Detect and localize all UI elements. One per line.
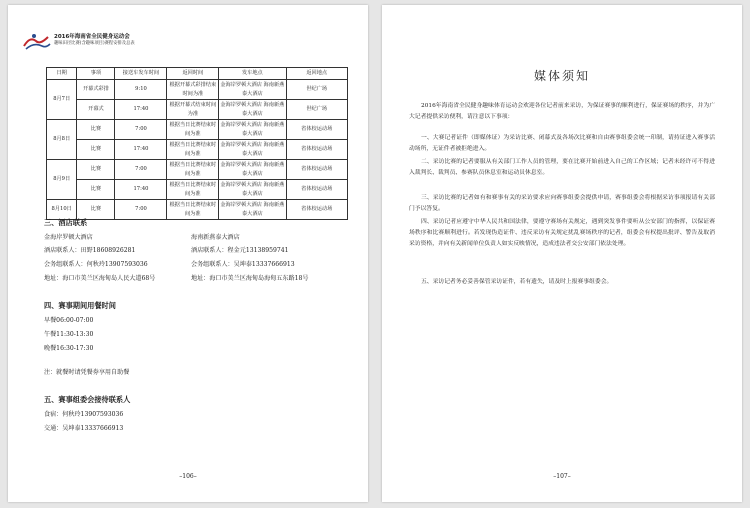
col-header-return: 返回时间: [167, 68, 219, 80]
cell-item: 比赛: [77, 140, 115, 160]
logo-subtitle: 趣味田径比赛(含趣味项目)赛程安排及总表: [54, 41, 135, 46]
col-header-date: 日期: [47, 68, 77, 80]
reception-transport: 交通：吴坤泰13337666913: [44, 425, 124, 432]
hotel-1-contact: 酒店联系人：田野18608926281: [44, 247, 136, 254]
section-title-hotel: 三、酒店联系: [44, 218, 88, 227]
section-title-meals: 四、赛事期间用餐时间: [44, 301, 116, 310]
cell-from: 金海岸罗顿大酒店 海南新燕泰大酒店: [219, 140, 286, 160]
meal-breakfast: 早餐06:00-07:00: [44, 317, 94, 324]
cell-item: 比赛: [77, 120, 115, 140]
cell-to: 省体校运动场: [286, 140, 348, 160]
cell-depart: 17:40: [115, 180, 167, 200]
cell-date: 8月7日: [47, 80, 77, 120]
cell-depart: 17:40: [115, 100, 167, 120]
page-title: 媒体须知: [533, 69, 590, 83]
paragraph-1: 一、大赛记者证件（即媒体证）为采访比赛、闭幕式及各场次比赛和自由赛事组委会统一印制，请持证进入赛事活动场所，无证件者被拒绝进入。: [409, 135, 715, 153]
cell-to: 世纪广场: [286, 100, 348, 120]
cell-date: 8月10日: [47, 200, 77, 220]
cell-to: 省体校运动场: [286, 200, 348, 220]
paragraph-2: 二、采访比赛的记者要服从有关部门工作人员的管理，要在比赛开始前进入自己的工作区域；记者未经许可不得进入裁判长、裁判员、参赛队员休息室和运动员休息室。: [409, 159, 715, 177]
table-row: [47, 80, 348, 100]
cell-return: 根据当日比赛结束时间为准: [167, 140, 219, 160]
table-row: [47, 200, 348, 220]
cell-to: 省体校运动场: [286, 160, 348, 180]
meal-lunch: 午餐11:30-13:30: [44, 331, 94, 338]
section-title-reception: 五、赛事组委会接待联系人: [44, 395, 131, 404]
hotel-1-name: 金海岸罗顿大酒店: [44, 234, 93, 241]
meal-dinner: 晚餐16:30-17:30: [44, 345, 94, 352]
reception-lodging: 食宿：何秋玲13907593036: [44, 411, 124, 418]
hotel-2-contact: 酒店联系人：程金元13138959741: [191, 247, 289, 254]
page-number: –107–: [553, 473, 571, 480]
page-107: [382, 5, 742, 502]
cell-to: 省体校运动场: [286, 120, 348, 140]
col-header-to: 返回地点: [286, 68, 348, 80]
cell-from: 金海岸罗顿大酒店 海南新燕泰大酒店: [219, 180, 286, 200]
hotel-2-address: 地址：海口市美兰区海甸岛海甸五东路18号: [191, 275, 309, 282]
cell-depart: 9:10: [115, 80, 167, 100]
table-row: [47, 140, 348, 160]
cell-depart: 7:00: [115, 160, 167, 180]
cell-date: 8月8日: [47, 120, 77, 160]
cell-item: 比赛: [77, 180, 115, 200]
table-row: [47, 160, 348, 180]
col-header-from: 发车地点: [219, 68, 286, 80]
cell-depart: 17:40: [115, 140, 167, 160]
cell-from: 金海岸罗顿大酒店 海南新燕泰大酒店: [219, 100, 286, 120]
page-106: [8, 5, 368, 502]
cell-item: 开幕式: [77, 100, 115, 120]
page-number: –106–: [179, 473, 197, 480]
cell-date: 8月9日: [47, 160, 77, 200]
paragraph-intro: 2016年海南省全民健身趣味体育运动会欢迎各位记者前来采访，为保证赛事的顺利进行，保证赛场的秩序，并为广大记者提供采访便利，请注意以下事项：: [409, 103, 715, 121]
col-header-item: 事项: [77, 68, 115, 80]
cell-return: 根据当日比赛结束时间为准: [167, 200, 219, 220]
table-header-row: [47, 68, 348, 80]
cell-return: 根据当日比赛结束时间为准: [167, 160, 219, 180]
cell-return: 根据当日比赛结束时间为准: [167, 120, 219, 140]
meal-note: 注：就餐时请凭餐券享用自助餐: [44, 369, 130, 376]
table-row: [47, 120, 348, 140]
cell-depart: 7:00: [115, 200, 167, 220]
table-row: [47, 100, 348, 120]
hotel-2-organizer: 会务组联系人：吴坤泰13337666913: [191, 261, 295, 268]
hotel-1-organizer: 会务组联系人：何秋玲13907593036: [44, 261, 148, 268]
cell-from: 金海岸罗顿大酒店 海南新燕泰大酒店: [219, 200, 286, 220]
event-logo-block: [22, 30, 182, 60]
cell-to: 世纪广场: [286, 80, 348, 100]
table-row: [47, 180, 348, 200]
cell-item: 开幕式彩排: [77, 80, 115, 100]
paragraph-4: 四、采访记者应遵守中华人民共和国法律，要遵守赛场有关规定，遇到突发事件要听从公安部门的指挥，以保证赛场秩序和比赛顺利进行。若发现伪造证件、违反采访有关规定扰乱赛场秩序的记者，组委会有权提出批评、警告及取消采访资格，并向有关新闻单位负责人如实反映情况，造成违法者交公安部门依法处理。: [409, 219, 715, 248]
cell-from: 金海岸罗顿大酒店 海南新燕泰大酒店: [219, 80, 286, 100]
col-header-depart: 接送车发车时间: [115, 68, 167, 80]
cell-from: 金海岸罗顿大酒店 海南新燕泰大酒店: [219, 120, 286, 140]
paragraph-3: 三、采访比赛的记者如有和赛事有关的采访要求应向赛事组委会提供申请，赛事组委会将根据采访事项报请有关部门予以答复。: [409, 195, 715, 213]
event-logo-icon: [22, 32, 52, 52]
hotel-2-name: 海南新燕泰大酒店: [191, 234, 240, 241]
logo-title: 2016年海南省全民健身运动会: [54, 34, 130, 40]
cell-return: 根据当日比赛结束时间为准: [167, 180, 219, 200]
paragraph-5: 五、采访记者务必妥善保管采访证件，若有遗失，请及时上报赛事组委会。: [421, 279, 613, 285]
cell-return: 根据开幕式结束时间为准: [167, 100, 219, 120]
cell-from: 金海岸罗顿大酒店 海南新燕泰大酒店: [219, 160, 286, 180]
hotel-1-address: 地址：海口市美兰区海甸岛人民大道68号: [44, 275, 156, 282]
cell-return: 根据开幕式彩排结束时间为准: [167, 80, 219, 100]
cell-depart: 7:00: [115, 120, 167, 140]
cell-item: 比赛: [77, 200, 115, 220]
cell-to: 省体校运动场: [286, 180, 348, 200]
cell-item: 比赛: [77, 160, 115, 180]
shuttle-schedule-table: [46, 67, 348, 220]
